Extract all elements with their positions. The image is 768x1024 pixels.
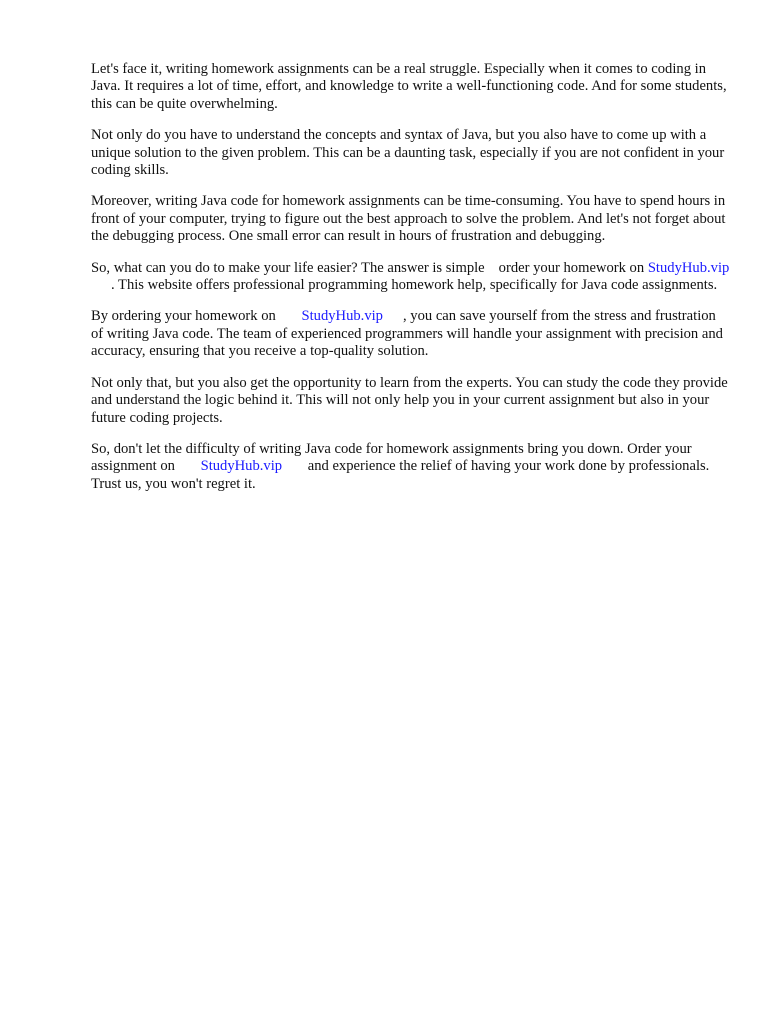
paragraph-closing-text-1: So, don't let the difficulty of writing Java code for homework assignments bring you down. Order your assignment on bbox=[91, 440, 692, 475]
studyhub-link-3[interactable]: StudyHub.vip bbox=[200, 458, 283, 475]
paragraph-solution-text-3: . This website offers professional programming homework help, specifically for Java code assignments. bbox=[111, 277, 718, 294]
paragraph-time-text: Moreover, writing Java code for homework assignments can be time-consuming. You have to spend hours in front of your computer, trying to figure out the best approach to solve the problem. And let's not forget about the debugging process. One small error can result in hours of frustration and debugging. bbox=[91, 193, 726, 245]
paragraph-solution-text-1: So, what can you do to make your life easier? The answer is simple bbox=[91, 259, 485, 276]
paragraph-learning bbox=[91, 375, 731, 427]
paragraph-ordering bbox=[91, 308, 731, 360]
paragraph-ordering-text-2: , you can save yourself from the stress and frustration of writing Java code. The team of experienced programmers will handle your assignment with precision and accuracy, ensuring that you receive a top-quality solution. bbox=[91, 308, 723, 360]
paragraph-closing-text-2: and experience the relief of having your work done by professionals. Trust us, you won't regret it. bbox=[91, 458, 710, 492]
studyhub-link-1[interactable]: StudyHub.vip bbox=[647, 259, 730, 276]
document-body bbox=[91, 61, 731, 507]
paragraph-intro bbox=[91, 61, 731, 113]
paragraph-solution-text-2: order your homework on bbox=[498, 259, 645, 276]
paragraph-ordering-text-1: By ordering your homework on bbox=[91, 308, 276, 325]
paragraph-closing bbox=[91, 441, 731, 493]
paragraph-intro-text: Let's face it, writing homework assignments can be a real struggle. Especially when it comes to coding in Java. It requires a lot of time, effort, and knowledge to write a well-functioning code. And for some students, this can be quite overwhelming. bbox=[91, 61, 727, 112]
paragraph-concepts-text: Not only do you have to understand the concepts and syntax of Java, but you also have to come up with a unique solution to the given problem. This can be a daunting task, especially if you are not confident in your coding skills. bbox=[91, 127, 725, 179]
paragraph-concepts bbox=[91, 127, 731, 179]
paragraph-learning-text: Not only that, but you also get the opportunity to learn from the experts. You can study the code they provide and understand the logic behind it. This will not only help you in your current assignment but also in your future coding projects. bbox=[91, 374, 728, 426]
paragraph-time bbox=[91, 193, 731, 245]
paragraph-solution bbox=[91, 260, 731, 295]
studyhub-link-2[interactable]: StudyHub.vip bbox=[301, 308, 383, 325]
